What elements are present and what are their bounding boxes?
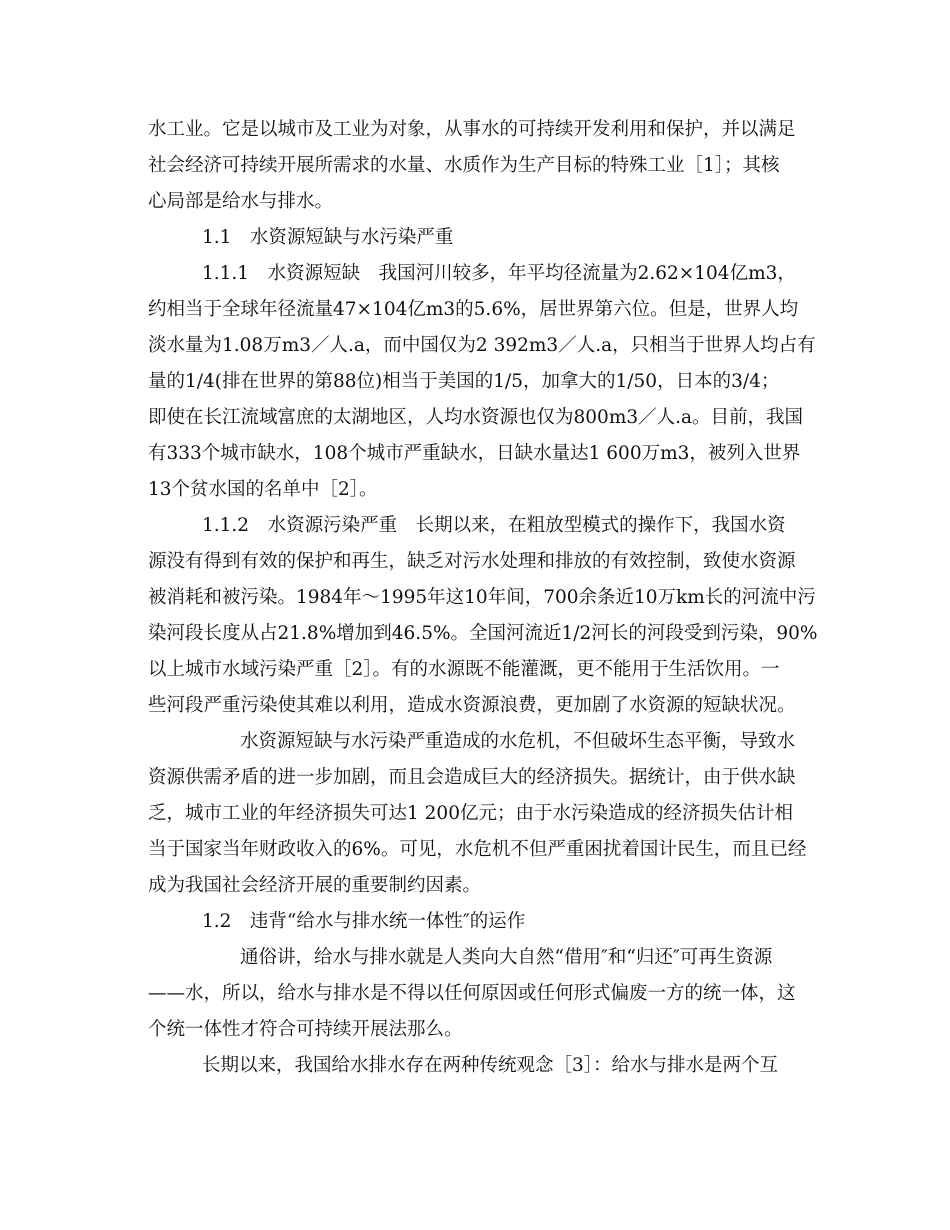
text-line: 长期以来，我国给水排水存在两种传统观念［3］：给水与排水是两个互	[202, 1055, 779, 1076]
section-heading-1-2: 1.2 违背“给水与排水统一体性″的运作	[202, 911, 526, 932]
text-line: 乏，城市工业的年经济损失可达1 200亿元；由于水污染造成的经济损失估计相	[148, 803, 793, 824]
text-line: 成为我国社会经济开展的重要制约因素。	[148, 875, 482, 896]
text-line: 心局部是给水与排水。	[148, 191, 334, 212]
text-line: 淡水量为1.08万m3／人.a，而中国仅为2 392m3／人.a，只相当于世界人均占有	[148, 335, 816, 356]
text-line: 以上城市水域污染严重［2］。有的水源既不能灌溉，更不能用于生活饮用。一	[148, 659, 780, 680]
text-line: 个统一体性才符合可持续开展法那么。	[148, 1019, 463, 1040]
subsection-heading-1-1-1: 1.1.1 水资源短缺 我国河川较多，年平均径流量为2.62×104亿m3，	[202, 263, 796, 284]
text-line: 即使在长江流域富庶的太湖地区，人均水资源也仅为800m3／人.a。目前，我国	[148, 407, 804, 428]
text-line: 水资源短缺与水污染严重造成的水危机，不但破坏生态平衡，导致水	[240, 731, 796, 752]
subsection-heading-1-1-2: 1.1.2 水资源污染严重 长期以来，在粗放型模式的操作下，我国水资	[202, 515, 786, 536]
text-line: 源没有得到有效的保护和再生，缺乏对污水处理和排放的有效控制，致使水资源	[148, 551, 796, 572]
text-line: 资源供需矛盾的进一步加剧，而且会造成巨大的经济损失。据统计，由于供水缺	[148, 767, 796, 788]
text-line: 些河段严重污染使其难以利用，造成水资源浪费，更加剧了水资源的短缺状况。	[148, 695, 796, 716]
section-heading-1-1: 1.1 水资源短缺与水污染严重	[202, 227, 454, 248]
text-line: 染河段长度从占21.8%增加到46.5%。全国河流近1/2河长的河段受到污染，90%	[148, 623, 818, 644]
document-page	[148, 112, 818, 1084]
text-line: 社会经济可持续开展所需求的水量、水质作为生产目标的特殊工业［1］；其核	[148, 155, 780, 176]
text-line: 量的1/4(排在世界的第88位)相当于美国的1/5，加拿大的1/50，日本的3/4；	[148, 371, 780, 392]
text-line: 被消耗和被污染。1984年～1995年这10年间，700余条近10万km长的河流中污	[148, 587, 816, 608]
text-line: 有333个城市缺水，108个城市严重缺水，日缺水量达1 600万m3，被列入世界	[148, 443, 801, 464]
text-line: 水工业。它是以城市及工业为对象，从事水的可持续开发利用和保护，并以满足	[148, 119, 796, 140]
text-line: 通俗讲，给水与排水就是人类向大自然“借用″和“归还″可再生资源	[240, 947, 773, 968]
text-line: ——水，所以，给水与排水是不得以任何原因或任何形式偏废一方的统一体，这	[148, 983, 796, 1004]
text-line: 约相当于全球年径流量47×104亿m3的5.6%，居世界第六位。但是，世界人均	[148, 299, 799, 320]
text-line: 13个贫水国的名单中［2］。	[148, 479, 378, 500]
text-line: 当于国家当年财政收入的6%。可见，水危机不但严重困扰着国计民生，而且已经	[148, 839, 807, 860]
